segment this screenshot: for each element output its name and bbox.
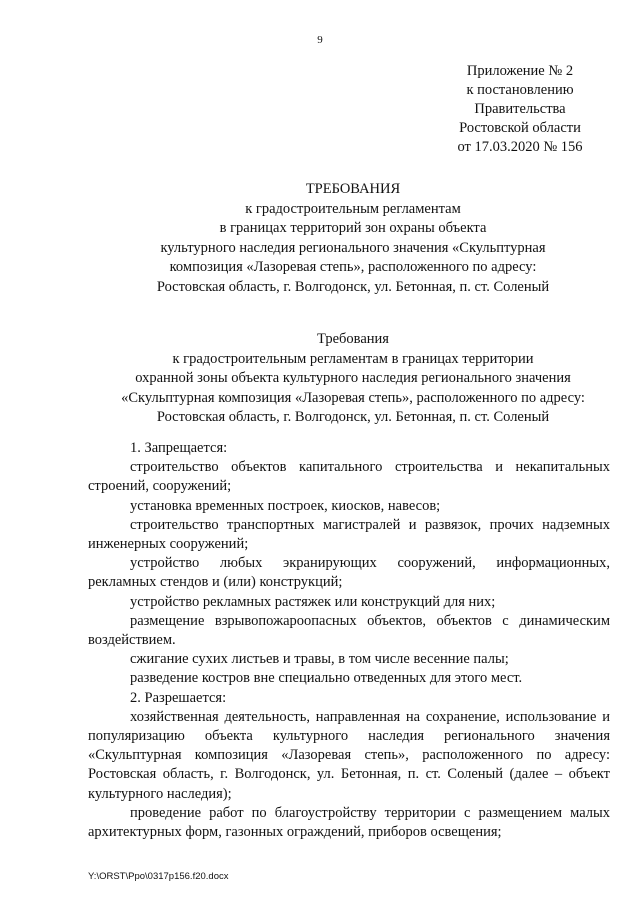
main-title-line: к градостроительным регламентам [245, 200, 461, 217]
appendix-line: Ростовской области [459, 120, 581, 136]
section-title-line: «Скульптурная композиция «Лазоревая степь», расположенного по адресу: [121, 389, 585, 406]
paragraph: строительство объектов капитального строительства и некапитальных строений, сооружений; [88, 459, 610, 495]
paragraph: устройство любых экранирующих сооружений, информационных, рекламных стендов и (или) конструкций; [88, 555, 610, 591]
appendix-line: от 17.03.2020 № 156 [457, 139, 583, 155]
main-title-line: культурного наследия регионального значения «Скульптурная [160, 239, 546, 256]
appendix-line: к постановлению [466, 82, 574, 98]
appendix-line: Правительства [474, 101, 566, 117]
appendix-line: Приложение № 2 [466, 63, 574, 79]
paragraph: установка временных построек, киосков, навесов; [130, 497, 441, 514]
paragraph: 2. Разрешается: [130, 689, 227, 706]
page-number: 9 [317, 34, 323, 46]
main-title-line: ТРЕБОВАНИЯ [305, 181, 401, 197]
main-title [88, 180, 618, 298]
section-title-line: Ростовская область, г. Волгодонск, ул. Бетонная, п. ст. Соленый [156, 409, 550, 426]
paragraph: размещение взрывопожароопасных объектов, объектов с динамическим воздействием. [88, 612, 610, 649]
section-title [88, 330, 618, 428]
paragraph: разведение костров вне специально отведенных для этого мест. [130, 670, 523, 687]
main-title-line: Ростовская область, г. Волгодонск, ул. Бетонная, п. ст. Соленый [156, 278, 550, 295]
main-title-line: композиция «Лазоревая степь», расположенного по адресу: [169, 259, 537, 276]
main-title-line: в границах территорий зон охраны объекта [219, 220, 487, 237]
paragraph: строительство транспортных магистралей и развязок, прочих надземных инженерных сооружений; [88, 516, 610, 553]
section-title-line: к градостроительным регламентам в границах территории [172, 350, 534, 367]
appendix-header [440, 62, 600, 157]
body-text [88, 439, 610, 842]
paragraph: устройство рекламных растяжек или конструкций для них; [130, 593, 496, 610]
section-title-line: Требования [317, 331, 389, 347]
file-path-footer: Y:\ORST\Ppo\0317p156.f20.docx [88, 871, 229, 882]
section-title-line: охранной зоны объекта культурного наследия регионального значения [135, 370, 571, 387]
paragraph: проведение работ по благоустройству территории с размещением малых архитектурных форм, газонных ограждений, приборов освещения; [88, 804, 610, 841]
paragraph: хозяйственная деятельность, направленная на сохранение, использование и популяризацию объекта культурного наследия регионального значения «Скульптурная композиция «Лазоревая степь», расположенного по адресу: Ростовская область, г. Волгодонск, ул. Бетонная, п. ст. Соленый (далее – объект культурного наследия); [88, 708, 610, 802]
paragraph: сжигание сухих листьев и травы, в том числе весенние палы; [130, 651, 509, 668]
paragraph: 1. Запрещается: [130, 440, 228, 456]
